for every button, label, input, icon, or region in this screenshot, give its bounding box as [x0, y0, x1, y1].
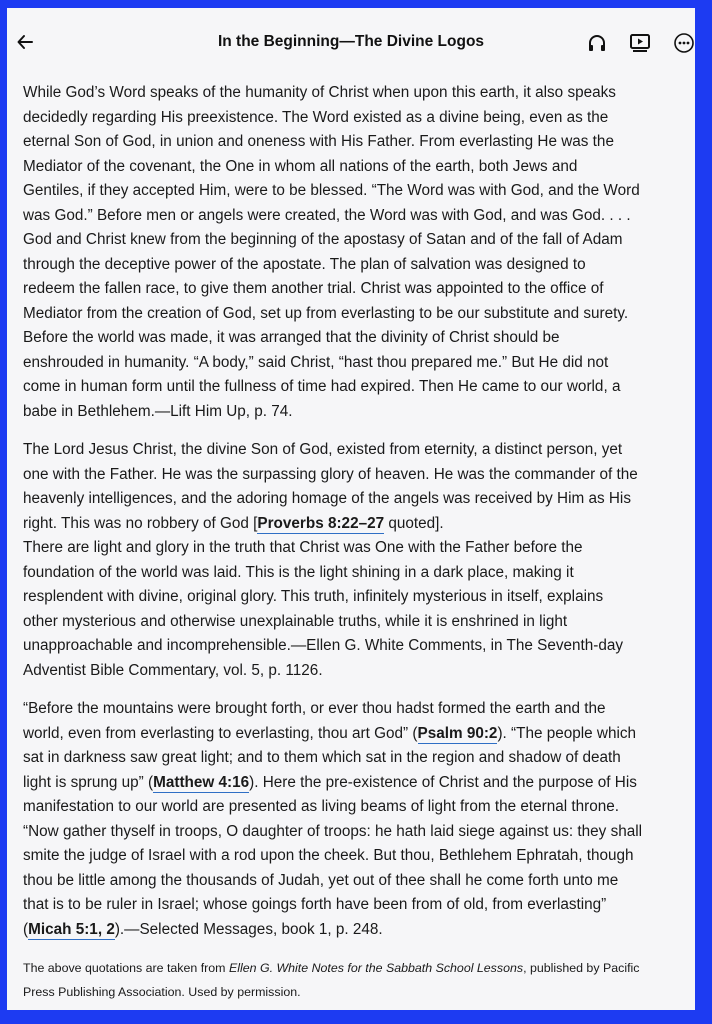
text-line: enshrouded in humanity. “A body,” said Christ, “hast thou prepared me.” But He did not — [23, 353, 609, 371]
text-line: Mediator of the covenant, the One in whom all nations of the earth, both Jews and — [23, 157, 578, 175]
text-line: come in human form until the fullness of time had expired. Then He came to our world, a — [23, 378, 621, 395]
text-segment: light is sprung up” ( — [23, 773, 154, 791]
text-segment: The above quotations are taken from — [23, 961, 229, 975]
top-bar — [7, 8, 695, 78]
headphones-icon — [586, 32, 608, 54]
quote-paragraph-3 — [23, 697, 687, 942]
attribution-line-2: Press Publishing Association. Used by permission. — [23, 985, 301, 999]
text-line: other mysterious and otherwise unexplainable truths, while it is enshrined in light — [23, 612, 568, 630]
text-segment: ).—Selected Messages, book 1, p. 248. — [114, 920, 383, 938]
text-line: Before the world was made, it was arranged that the divinity of Christ should be — [23, 329, 560, 346]
text-line — [23, 918, 687, 943]
text-line: babe in Bethlehem.—Lift Him Up, p. 74. — [23, 402, 293, 420]
text-segment: world, even from everlasting to everlasting, thou art God” ( — [23, 724, 418, 742]
quote-paragraph-2 — [23, 438, 687, 683]
article-body — [23, 81, 687, 1004]
text-line: There are light and glory in the truth that Christ was One with the Father before the — [23, 539, 583, 556]
scripture-link-micah[interactable]: Micah 5:1, 2 — [28, 920, 115, 938]
reader-screen — [7, 8, 695, 1010]
text-segment: quoted]. — [384, 514, 444, 532]
text-line: unapproachable and incomprehensible.—Ellen G. White Comments, in The Seventh-day — [23, 637, 624, 654]
text-line: The Lord Jesus Christ, the divine Son of God, existed from eternity, a distinct person, yet — [23, 441, 623, 458]
more-options-button[interactable] — [672, 31, 695, 55]
quote-paragraph-1 — [23, 81, 687, 424]
text-line — [23, 512, 687, 537]
scripture-link-matthew[interactable]: Matthew 4:16 — [153, 773, 250, 791]
scripture-link-psalm[interactable]: Psalm 90:2 — [417, 724, 498, 742]
text-segment: ). “The people which — [497, 724, 637, 742]
text-line: eternal Son of God, in union and oneness with His Father. From everlasting He was the — [23, 133, 614, 150]
attribution-line-1 — [23, 956, 687, 980]
text-line: redeem the fallen race, to give them another trial. Christ was appointed to the office of — [23, 280, 604, 297]
scripture-link-proverbs[interactable]: Proverbs 8:22–27 — [257, 514, 385, 532]
text-line: “Before the mountains were brought forth, or ever thou hadst formed the earth and the — [23, 700, 606, 717]
text-line: one with the Father. He was the surpassing glory of heaven. He was the commander of the — [23, 465, 638, 483]
text-line: resplendent with divine, original glory. This truth, infinitely mysterious in itself, explains — [23, 588, 604, 605]
text-line: was God.” Before men or angels were created, the Word was with God, and was God. . . . — [23, 206, 631, 224]
attribution-note — [23, 956, 687, 1004]
text-line: that is to be ruler in Israel; whose goings forth have been from of old, from everlasting” — [23, 896, 607, 913]
audio-button[interactable] — [585, 31, 609, 55]
text-line: Gentiles, if they accepted Him, were to be blessed. “The Word was with God, and the Word — [23, 182, 640, 199]
text-line: While God’s Word speaks of the humanity of Christ when upon this earth, it also speaks — [23, 84, 616, 101]
text-line: Adventist Bible Commentary, vol. 5, p. 1126. — [23, 661, 323, 679]
text-line: foundation of the world was laid. This is the light shining in a dark place, making it — [23, 563, 574, 581]
text-line: through the deceptive power of the apostate. The plan of salvation was designed to — [23, 255, 586, 273]
text-line: thou be little among the thousands of Judah, yet out of thee shall he come forth unto me — [23, 871, 619, 889]
text-segment: , published by Pacific — [523, 961, 640, 975]
text-line: sat in darkness saw great light; and to them which sat in the region and shadow of death — [23, 749, 621, 766]
text-segment: ). Here the pre-existence of Christ and the purpose of His — [249, 773, 637, 791]
text-segment: right. This was no robbery of God [ — [23, 514, 258, 532]
text-segment: ( — [23, 920, 29, 938]
text-line: “Now gather thyself in troops, O daughter of troops: he hath laid siege against us: they shall — [23, 822, 643, 840]
play-video-icon — [629, 32, 651, 54]
book-title: Ellen G. White Notes for the Sabbath School Lessons — [228, 961, 524, 975]
text-line: smite the judge of Israel with a rod upon the cheek. But thou, Bethlehem Ephratah, though — [23, 847, 634, 864]
text-line: God and Christ knew from the beginning of the apostasy of Satan and of the fall of Adam — [23, 231, 623, 248]
more-options-icon — [673, 32, 695, 54]
text-line: decidedly regarding His preexistence. The Word existed as a divine being, even as the — [23, 108, 609, 126]
text-line — [23, 771, 687, 796]
text-line: heavenly intelligences, and the adoring homage of the angels was received by Him as His — [23, 490, 631, 507]
text-line: manifestation to our world are presented as living beams of light from the eternal throne. — [23, 798, 620, 815]
text-line: Mediator from the creation of God, set up from everlasting to be our substitute and surety. — [23, 304, 629, 322]
video-button[interactable] — [628, 31, 652, 55]
text-line — [23, 722, 687, 747]
page-title: In the Beginning—The Divine Logos — [217, 33, 485, 50]
